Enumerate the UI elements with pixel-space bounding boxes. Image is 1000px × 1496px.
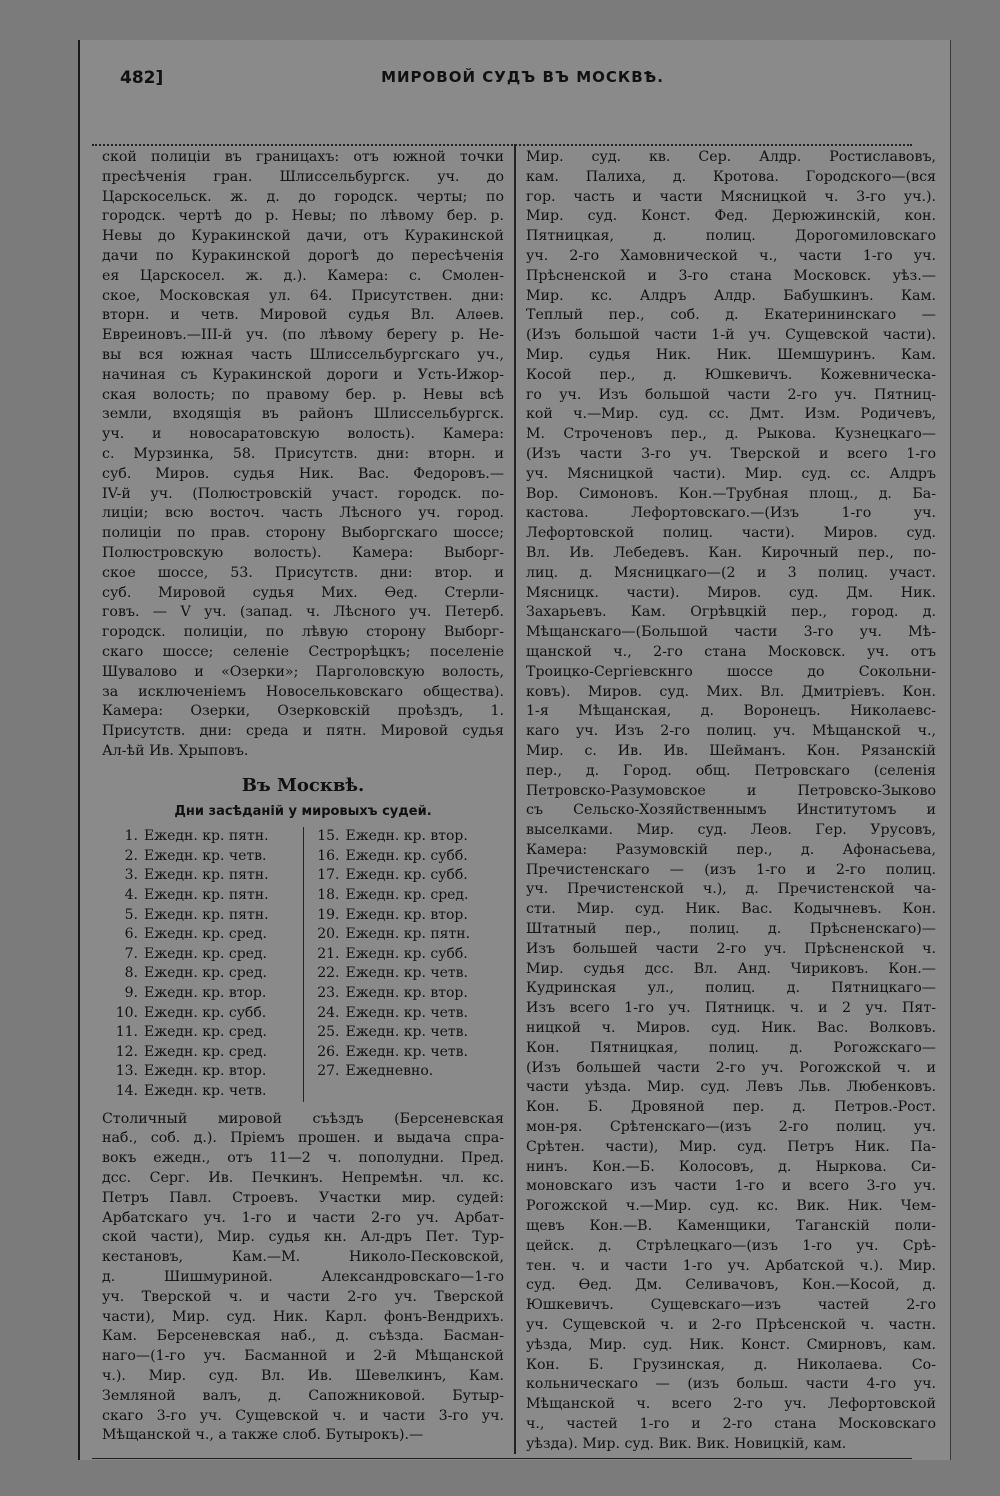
text-line: городск. полиціи, по лѣвую сторону Выборг- [102, 624, 504, 641]
text-line: Кон. Б. Грузинская, д. Николаева. Со- [526, 1356, 936, 1373]
text-line: пресѣченія гран. Шлиссельбургск. уч. до [102, 168, 504, 185]
text-line: Петръ Павл. Строевъ. Участки мир. судей: [102, 1189, 504, 1206]
schedule-number: 21. [317, 945, 340, 962]
text-line: кастова. Лефортовскаго.—(Изъ 1-го уч. [526, 505, 936, 522]
text-line: Кон. Пятницкая, полиц. д. Рогожскаго— [526, 1039, 936, 1056]
schedule-number: 2. [124, 847, 138, 864]
text-line: Мѣщанскаго—(Большой части 3-го уч. Мѣ- [526, 624, 936, 641]
text-line: ское, Московская ул. 64. Присутствен. дни: [102, 287, 504, 304]
text-line: Теплый пер., соб. д. Екатерининскаго — [526, 307, 936, 324]
text-line: вы вся южная часть Шлиссельбургскаго уч., [102, 346, 504, 363]
text-line: Кон. Б. Дровяной пер. д. Петров.-Рост. [526, 1099, 936, 1116]
text-line: Мир. суд. кв. Сер. Алдр. Ростиславовъ, [526, 149, 936, 165]
text-line: Штатный пер., полиц. д. Прѣсненскаго)— [526, 921, 936, 938]
text-line: уч. Тверской ч. и части 2-го уч. Тверской [102, 1288, 504, 1305]
schedule-row [310, 1004, 505, 1024]
schedule-row [310, 1062, 505, 1082]
text-line: Камера: Разумовскій пер., д. Афонасьева, [526, 841, 936, 858]
schedule-days: Ежедн. кр. пятн. [345, 926, 471, 943]
schedule-number: 18. [317, 887, 340, 904]
schedule-number: 26. [317, 1043, 340, 1060]
text-line: Присутств. дни: среда и пятн. Мировой судья [102, 723, 504, 740]
right-column-text [526, 148, 936, 1455]
text-line: с. Мурзинка, 58. Присутств. дни: вторн. и [102, 445, 504, 462]
text-line: Пречистенскаго — (изъ 1-го и 2-го полиц. [526, 861, 936, 878]
schedule-number: 19. [317, 906, 340, 923]
text-line: ской полиціи въ границахъ: отъ южной точки [102, 149, 504, 165]
text-line: вторн. и четв. Мировой судья Вл. Алѳев. [102, 307, 504, 324]
text-line: уч. Пречистенской ч.), д. Пречистенской ча- [526, 881, 936, 898]
schedule-table [102, 827, 504, 1101]
schedule-days: Ежедн. кр. пятн. [144, 906, 269, 923]
text-line: Шувалово и «Озерки»; Парголовскую волость, [102, 663, 504, 680]
text-line: щанской ч., 2-го стана Московск. уч. отъ [526, 643, 936, 660]
schedule-days: Ежедн. кр. втор. [345, 906, 468, 923]
text-line: Царскосельск. ж. д. до городск. черты; по [102, 188, 504, 205]
schedule-number: 14. [115, 1083, 138, 1100]
section-title: Въ Москвѣ. [241, 774, 365, 796]
schedule-days: Ежедн. кр. втор. [345, 985, 468, 1002]
schedule-days: Ежедн. кр. субб. [345, 945, 468, 962]
schedule-days: Ежедн. кр. четв. [345, 1004, 468, 1021]
schedule-row [108, 827, 303, 847]
text-line: Вор. Симоновъ. Кон.—Трубная площ., д. Ба- [526, 485, 936, 502]
schedule-row [310, 1043, 505, 1063]
text-line: пер., д. Город. общ. Петровскаго (селенія [526, 762, 936, 779]
schedule-row [108, 886, 303, 906]
text-line: Петровско-Разумовское и Петровско-Зыково [526, 782, 936, 799]
schedule-days: Ежедн. кр. втор. [144, 985, 267, 1002]
text-line: Лефортовской полиц. части). Миров. суд. [526, 525, 936, 542]
text-line: Пятницкая, д. полиц. Дорогомиловскаго [526, 228, 936, 245]
text-line: М. Строченовъ пер., д. Рыкова. Кузнецкаго— [526, 426, 936, 443]
text-line: Захарьевъ. Кам. Огрѣвцкій пер., город. д. [526, 604, 936, 621]
text-line: уч. Мясницкой части). Мир. суд. сс. Алдръ [526, 465, 936, 482]
text-line: Мир. с. Ив. Ив. Шейманъ. Кон. Рязанскій [526, 742, 936, 759]
schedule-subtitle: Дни засѣданій у мировыхъ судей. [174, 803, 432, 819]
schedule-days: Ежедн. кр. сред. [144, 965, 268, 982]
text-line: ч., частей 1-го и 2-го стана Московскаго [526, 1416, 936, 1432]
text-line: сти. Мир. суд. Ник. Вас. Кодычневъ. Кон. [526, 901, 936, 918]
schedule-days: Ежедн. кр. сред. [345, 887, 469, 904]
text-line: Ал-ѣй Ив. Хрыповъ. [102, 742, 249, 759]
text-line: вокъ ежедн., отъ 11—2 ч. пополудни. Пред. [102, 1150, 504, 1167]
text-line: кестановъ, Кам.—М. Николо-Песковской, [102, 1249, 504, 1266]
schedule-row [310, 964, 505, 984]
text-line: наго—(1-го уч. Басманной и 2-й Мѣщанской [102, 1348, 504, 1365]
schedule-row [310, 866, 505, 886]
schedule-row [310, 925, 505, 945]
schedule-row [310, 886, 505, 906]
text-line: части уѣзда. Мир. суд. Левъ Льв. Любенковъ. [526, 1079, 936, 1096]
schedule-row [310, 906, 505, 926]
schedule-row [108, 847, 303, 867]
schedule-days: Ежедн. кр. пятн. [144, 828, 269, 845]
text-line: кольническаго — (изъ больш. части 4-го уч. [526, 1376, 936, 1393]
header-divider [92, 144, 912, 146]
text-line: Евреиновъ.—III-й уч. (по лѣвому берегу р. Не- [102, 327, 504, 344]
left-column [102, 148, 504, 1446]
schedule-row [108, 964, 303, 984]
schedule-days: Ежедн. кр. пятн. [144, 887, 269, 904]
schedule-row [108, 1082, 303, 1102]
text-line: Прѣсненской и 3-го стана Московск. уѣз.— [526, 267, 936, 284]
book-page [78, 40, 951, 1460]
schedule-row [310, 827, 505, 847]
text-line: лиц. д. Мясницкаго—(2 и 3 полиц. участ. [526, 564, 936, 581]
schedule-column-left [102, 827, 304, 1101]
text-line: тен. ч. и части 1-го уч. Арбатской ч.). Мир. [526, 1257, 936, 1274]
text-line: Рогожской ч.—Мир. суд. кс. Вик. Ник. Чем- [526, 1198, 936, 1215]
schedule-days: Ежедн. кр. сред. [144, 926, 268, 943]
schedule-number: 24. [317, 1004, 340, 1021]
text-line: суб. Мировой судья Мих. Ѳед. Стерли- [102, 584, 504, 601]
schedule-row [108, 1062, 303, 1082]
schedule-row [310, 1023, 505, 1043]
schedule-row [108, 984, 303, 1004]
schedule-row [108, 1043, 303, 1063]
schedule-number: 11. [115, 1024, 138, 1041]
schedule-column-right [304, 827, 505, 1101]
text-line: щевъ Кон.—В. Каменщики, Таганскій поли- [526, 1218, 936, 1235]
text-line: ской части), Мир. судья кн. Ал-дръ Пет. Тур- [102, 1229, 504, 1246]
text-line: Троицко-Сергіевскнго шоссе до Сокольни- [526, 663, 936, 680]
schedule-days: Ежедн. кр. четв. [345, 1043, 468, 1060]
text-line: выселками. Мир. суд. Леов. Гер. Урусовъ, [526, 822, 936, 839]
text-line: скаго 3-го уч. Сущевской ч. и части 3-го уч. [102, 1407, 504, 1424]
text-line: каго уч. Изъ 2-го полиц. уч. Мѣщанской ч., [526, 723, 936, 740]
text-line: кам. Палиха, д. Кротова. Городского—(вся [526, 168, 936, 185]
text-line: Мясницк. части). Миров. суд. Дм. Ник. [526, 584, 936, 601]
schedule-number: 3. [124, 867, 138, 884]
schedule-row [310, 945, 505, 965]
schedule-number: 7. [124, 945, 138, 962]
text-line: Камера: Озерки, Озерковскій проѣздъ, 1. [102, 703, 504, 720]
text-line: д. Шишмуриной. Александровскаго—1-го [102, 1268, 504, 1285]
schedule-days: Ежедн. кр. сред. [144, 1043, 268, 1060]
text-line: Полюстровскую волость). Камера: Выборг- [102, 544, 504, 561]
text-line: за исключеніемъ Новосельковскаго общества). [102, 683, 504, 700]
text-line: (Изъ большей части 2-го уч. Рогожской ч. и [526, 1059, 936, 1076]
schedule-number: 20. [317, 926, 340, 943]
schedule-days: Ежедн. кр. четв. [345, 965, 468, 982]
right-column [526, 148, 936, 1455]
text-line: скаго шоссе; селеніе Сестрорѣцкъ; поселеніе [102, 643, 504, 660]
text-line: Срѣтен. части), Мир. суд. Петръ Ник. Па- [526, 1138, 936, 1155]
schedule-days: Ежедн. кр. втор. [144, 1063, 267, 1080]
schedule-days: Ежедн. кр. субб. [144, 1004, 267, 1021]
text-line: нинъ. Кон.—Б. Колосовъ, д. Ныркова. Си- [526, 1158, 936, 1175]
text-line: Вл. Ив. Лебедевъ. Кан. Кирочный пер., по- [526, 544, 936, 561]
schedule-days: Ежедн. кр. четв. [144, 847, 267, 864]
text-line: Юшкевичъ. Сущевскаго—изъ частей 2-го [526, 1297, 936, 1314]
schedule-row [108, 925, 303, 945]
text-line: Столичный мировой съѣздъ (Берсеневская [102, 1110, 504, 1127]
text-line: земли, входящія въ районъ Шлиссельбургск. [102, 406, 504, 423]
text-line: 1-я Мѣщанская, д. Воронецъ. Николаевс- [526, 703, 936, 720]
text-line: Мѣщанской ч. всего 2-го уч. Лефортовской [526, 1396, 936, 1413]
congress-text [102, 1110, 504, 1447]
schedule-number: 8. [124, 965, 138, 982]
text-line: дсс. Серг. Ив. Печкинъ. Непремѣн. чл. кс. [102, 1170, 504, 1186]
text-line: говъ. — V уч. (запад. ч. Лѣсного уч. Петерб. [102, 604, 504, 621]
text-line: части), Мир. суд. Ник. Карл. фонъ-Вендрихъ. [102, 1308, 504, 1325]
text-line: Мир. суд. Конст. Фед. Дерюжинскій, кон. [526, 208, 936, 225]
schedule-number: 17. [317, 867, 340, 884]
schedule-number: 15. [317, 828, 340, 845]
text-line: цейск. д. Стрѣлецкаго—(изъ 1-го уч. Срѣ- [526, 1237, 936, 1254]
schedule-number: 22. [317, 965, 340, 982]
text-line: гор. часть и части Мясницкой ч. 3-го уч.). [526, 188, 936, 205]
schedule-number: 12. [115, 1043, 138, 1060]
text-line: суб. Миров. судья Ник. Вас. Федоровъ.— [102, 465, 504, 482]
text-line: лиціи; всю восточ. часть Лѣсного уч. город. [102, 505, 504, 522]
schedule-row [108, 945, 303, 965]
text-line: Мир. кс. Алдръ Алдр. Бабушкинъ. Кам. [526, 287, 936, 304]
text-line: (Изъ части 3-го уч. Тверской и всего 1-го [526, 445, 936, 462]
schedule-row [310, 984, 505, 1004]
text-line: полиціи по прав. сторону Выборгскаго шоссе; [102, 525, 504, 542]
text-line: дачи по Куракинской дорогѣ до пересѣченія [102, 247, 504, 264]
schedule-days: Ежедн. кр. втор. [345, 828, 468, 845]
schedule-number: 27. [317, 1063, 340, 1080]
schedule-days: Ежедневно. [345, 1063, 434, 1080]
text-line: съ Сельско-Хозяйственнымъ Институтомъ и [526, 802, 936, 819]
schedule-number: 9. [124, 985, 138, 1002]
text-line: Кам. Берсеневская наб., д. съѣзда. Басман- [102, 1328, 504, 1345]
text-line: наб., соб. д.). Пріемъ прошен. и выдача спра- [102, 1130, 504, 1147]
page-number: 482] [120, 68, 164, 88]
schedule-days: Ежедн. кр. субб. [345, 867, 468, 884]
text-line: начиная съ Куракинской дороги и Усть-Ижор- [102, 366, 504, 383]
text-line: Изъ всего 1-го уч. Пятницк. ч. и 2 уч. Пят- [526, 1000, 936, 1017]
text-line: кой ч.—Мир. суд. сс. Дмт. Изм. Родичевъ, [526, 406, 936, 423]
schedule-days: Ежедн. кр. сред. [144, 945, 268, 962]
schedule-number: 13. [115, 1063, 138, 1080]
text-line: моновскаго изъ части 1-го и всего 3-го уч. [526, 1178, 936, 1195]
schedule-days: Ежедн. кр. субб. [345, 847, 468, 864]
text-line: суд. Ѳед. Дм. Селивачовъ, Кон.—Косой, д. [526, 1277, 936, 1294]
text-line: уч. и новосаратовскую волость). Камера: [102, 426, 504, 443]
text-line: ея Царскосел. ж. д.). Камера: с. Смолен- [102, 267, 504, 284]
text-line: Косой пер., д. Юшкевичъ. Кожевническа- [526, 366, 936, 383]
schedule-days: Ежедн. кр. сред. [144, 1024, 268, 1041]
page-header [120, 62, 925, 94]
schedule-number: 25. [317, 1024, 340, 1041]
text-line: уч. Сущевской ч. и 2-го Прѣсенской ч. частн. [526, 1317, 936, 1334]
running-title: МИРОВОЙ СУДЪ ВЪ МОСКВѢ. [381, 68, 664, 86]
schedule-number: 1. [124, 828, 138, 845]
text-line: уѣзда). Мир. суд. Вик. Вик. Новицкій, кам. [526, 1435, 847, 1452]
text-line: ницкой ч. Миров. суд. Ник. Вас. Волковъ. [526, 1020, 936, 1037]
schedule-number: 5. [124, 906, 138, 923]
text-line: Мир. судья Ник. Ник. Шемшуринъ. Кам. [526, 346, 936, 363]
text-line: Мѣщанской ч., а также слоб. Бутырокъ).— [102, 1427, 424, 1444]
schedule-number: 6. [124, 926, 138, 943]
column-divider [514, 144, 516, 1454]
text-line: уѣзда, Мир. суд. Ник. Конст. Смирновъ, кам. [526, 1336, 936, 1353]
text-line: ская волость; по правому бер. р. Невы всѣ [102, 386, 504, 403]
text-line: ч.). Мир. суд. Вл. Ив. Шевелкинъ, Кам. [102, 1367, 504, 1384]
text-line: Кудринская ул., полиц. д. Пятницкаго— [526, 980, 936, 997]
text-line: Невы до Куракинской дачи, отъ Куракинской [102, 228, 504, 245]
text-line: Арбатскаго уч. 1-го и части 2-го уч. Арбат- [102, 1209, 504, 1226]
schedule-row [310, 847, 505, 867]
schedule-number: 23. [317, 985, 340, 1002]
text-line: Изъ большей части 2-го уч. Прѣсненской ч. [526, 940, 936, 957]
schedule-row [108, 906, 303, 926]
text-line: городск. чертѣ до р. Невы; по лѣвому бер. р. [102, 208, 504, 225]
schedule-row [108, 1004, 303, 1024]
schedule-number: 16. [317, 847, 340, 864]
text-line: го уч. Изъ большой части 2-го уч. Пятниц- [526, 386, 936, 403]
page-bottom-edge [92, 1458, 912, 1459]
schedule-number: 10. [115, 1004, 138, 1021]
text-line: (Изъ большой части 1-й уч. Сущевской части). [526, 327, 936, 344]
text-line: мон-ря. Срѣтенскаго—(изъ 2-го полиц. уч. [526, 1119, 936, 1136]
left-intro-text [102, 148, 504, 762]
schedule-days: Ежедн. кр. пятн. [144, 867, 269, 884]
text-line: ское шоссе, 53. Присутств. дни: втор. и [102, 564, 504, 581]
text-line: IV-й уч. (Полюстровскій участ. городск. по- [102, 485, 504, 502]
schedule-days: Ежедн. кр. четв. [144, 1083, 267, 1100]
text-line: ковъ). Миров. суд. Мих. Вл. Дмитріевъ. Кон. [526, 683, 936, 700]
text-line: Земляной валъ, д. Сапожниковой. Бутыр- [102, 1387, 504, 1404]
schedule-row [108, 1023, 303, 1043]
text-line: уч. 2-го Хамовнической ч., части 1-го уч. [526, 247, 936, 264]
schedule-number: 4. [124, 887, 138, 904]
schedule-row [108, 866, 303, 886]
text-line: Мир. судья дсс. Вл. Анд. Чириковъ. Кон.— [526, 960, 936, 977]
schedule-days: Ежедн. кр. четв. [345, 1024, 468, 1041]
